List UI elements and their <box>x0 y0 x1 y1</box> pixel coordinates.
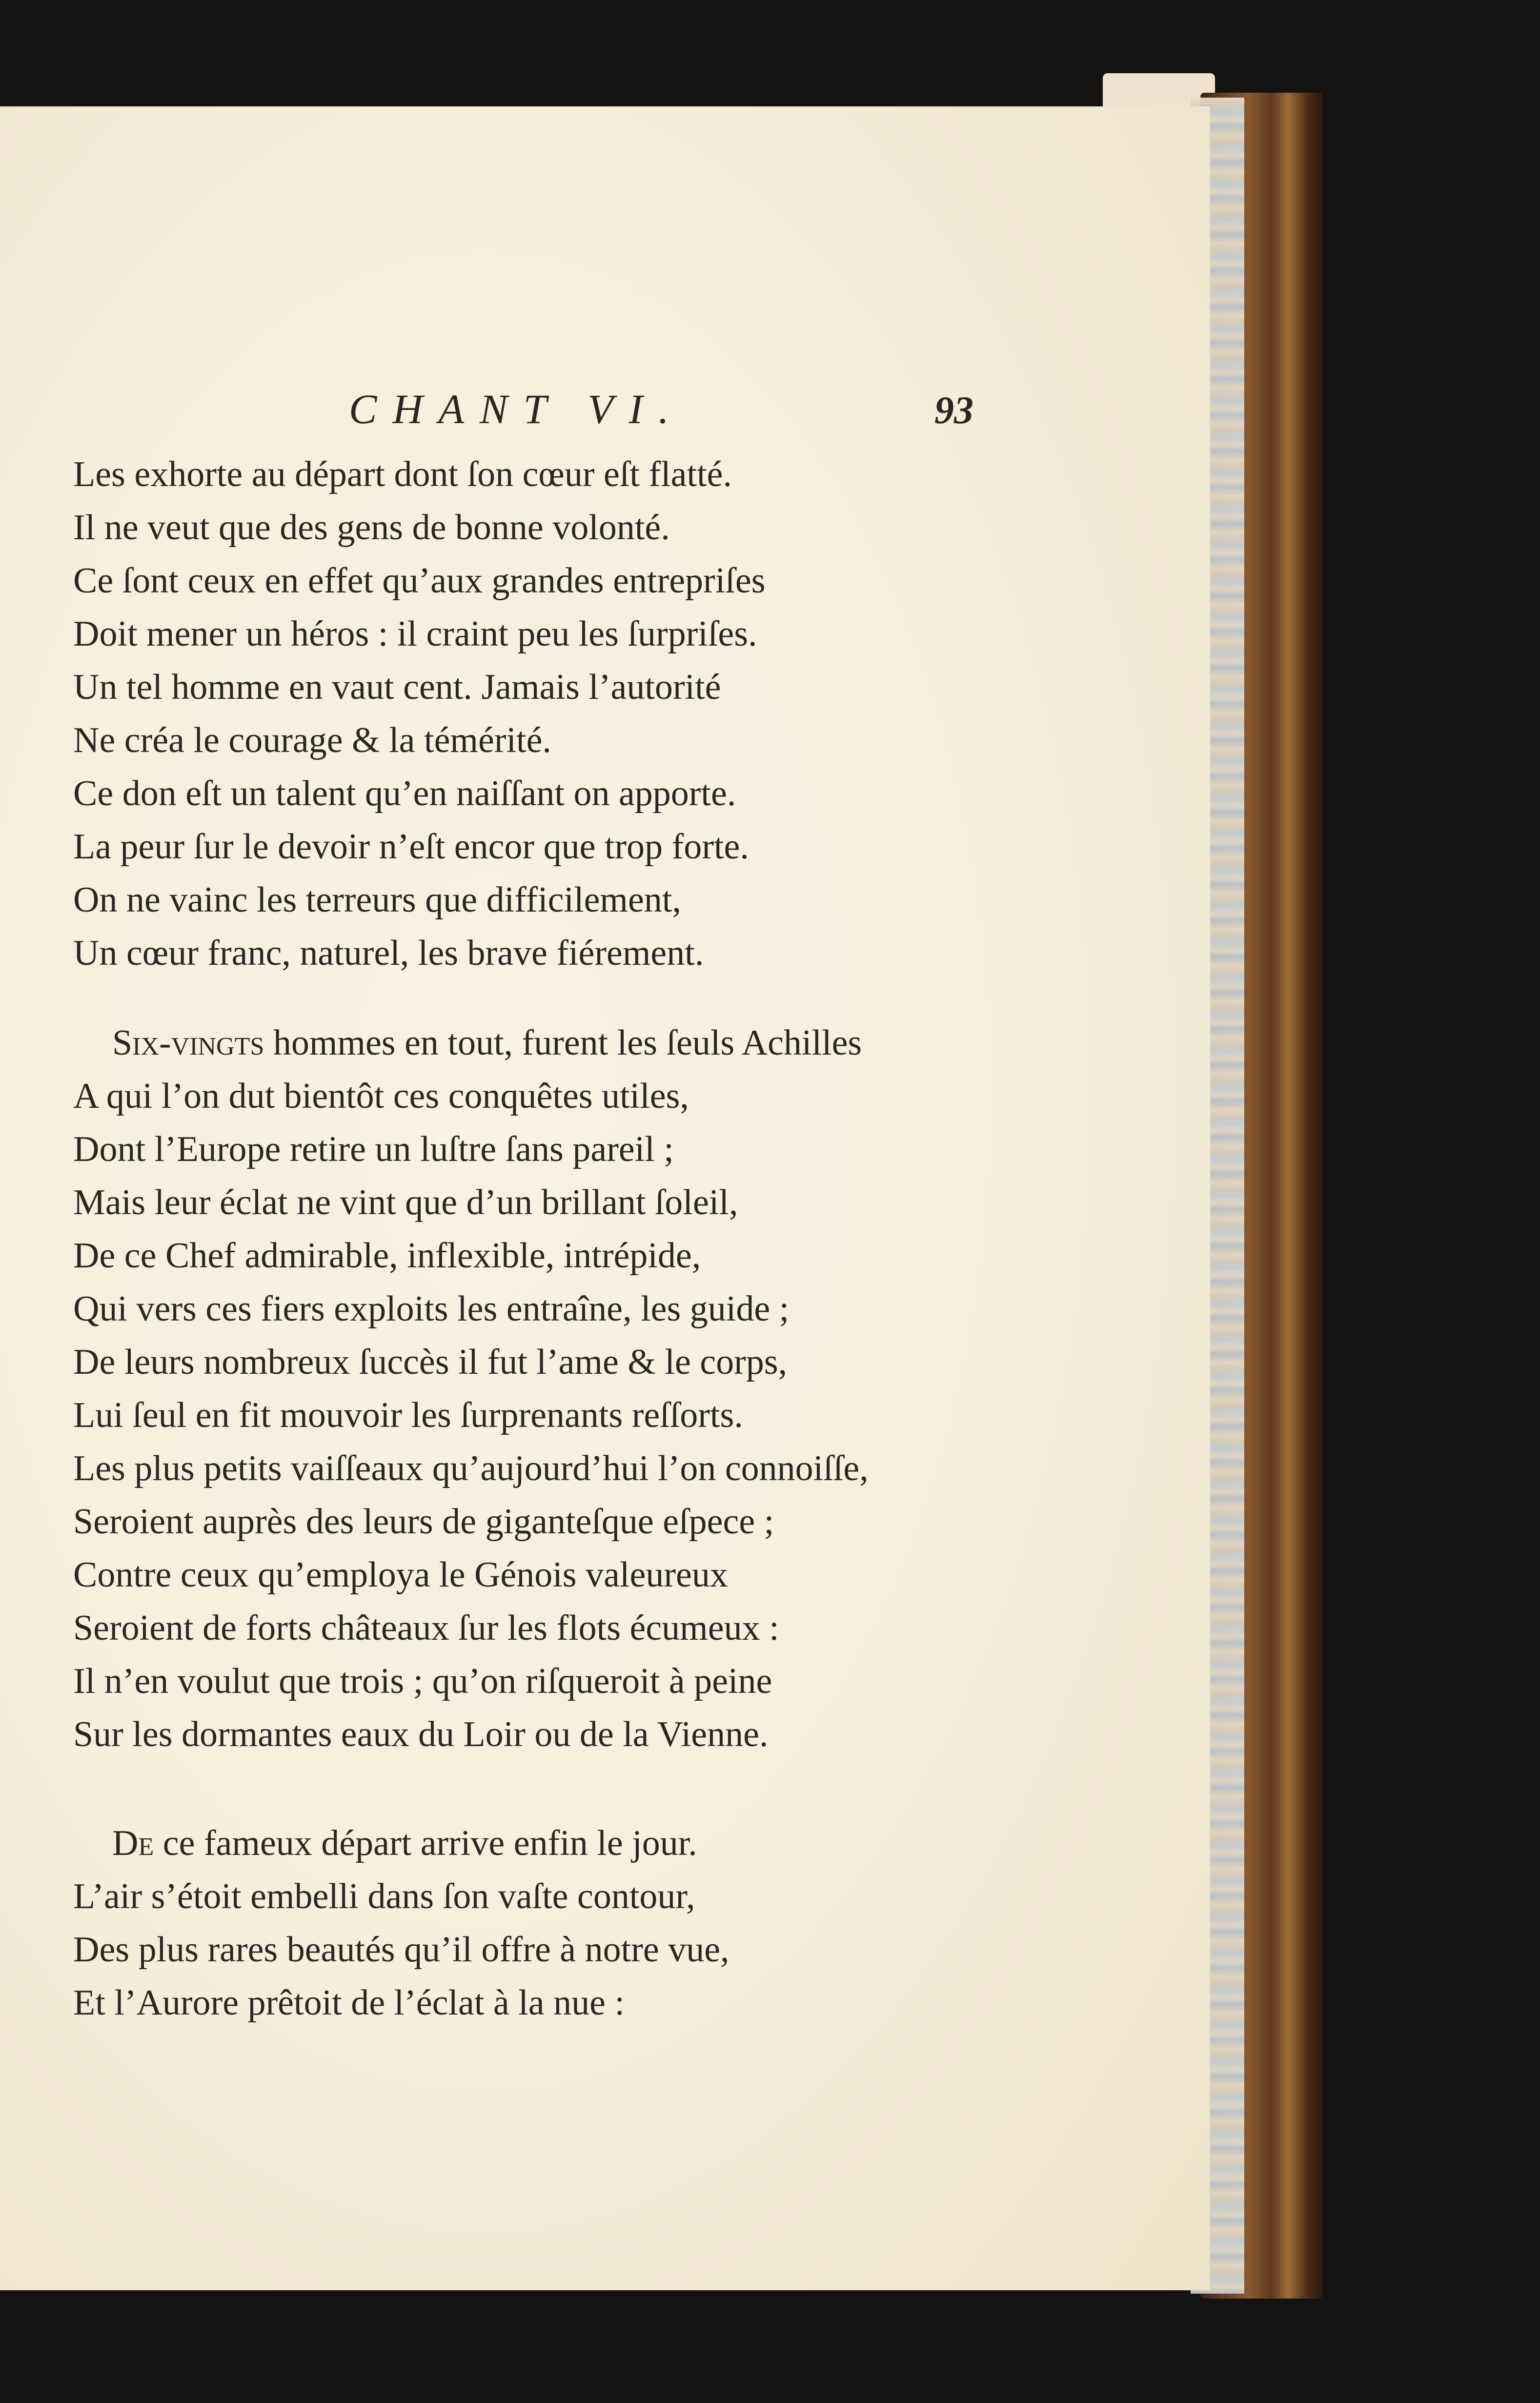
chapter-title: CHANT VI. <box>349 386 685 432</box>
opening-small-caps: Six-vingts <box>112 1023 264 1063</box>
verse-line: Seroient auprès des leurs de giganteſque eſpece ; <box>73 1502 774 1542</box>
stanza-3 <box>73 1817 1000 2030</box>
opening-line-rest: hommes en tout, furent les ſeuls Achilles <box>264 1023 862 1063</box>
verse-line: Ce don eſt un talent qu’en naiſſant on apporte. <box>73 774 736 814</box>
verse-line: Ne créa le courage & la témérité. <box>73 720 551 760</box>
verse-line: De leurs nombreux ſuccès il fut l’ame & le corps, <box>73 1342 788 1382</box>
verse-line: A qui l’on dut bientôt ces conquêtes utiles, <box>73 1076 689 1116</box>
verse-line: L’air s’étoit embelli dans ſon vaſte contour, <box>73 1876 695 1916</box>
verse-line: Sur les dormantes eaux du Loir ou de la Vienne. <box>73 1714 769 1754</box>
verse-line: Des plus rares beautés qu’il offre à notre vue, <box>73 1930 729 1970</box>
verse-line: Il n’en voulut que trois ; qu’on riſqueroit à peine <box>73 1661 772 1701</box>
verse-line: Un cœur franc, naturel, les brave fiérement. <box>73 933 704 973</box>
verse-line: La peur ſur le devoir n’eſt encor que trop forte. <box>73 827 749 867</box>
verse-line: Ce ſont ceux en effet qu’aux grandes entrepriſes <box>73 561 766 601</box>
verse-line: Doit mener un héros : il craint peu les ſurpriſes. <box>73 614 757 654</box>
verse-line: On ne vainc les terreurs que difficilement, <box>73 880 681 920</box>
verse-line: Un tel homme en vaut cent. Jamais l’autorité <box>73 667 721 707</box>
verse-line: Seroient de forts châteaux ſur les flots écumeux : <box>73 1608 779 1648</box>
opening-line-rest: ce fameux départ arrive enfin le jour. <box>154 1823 697 1863</box>
verse-line: Les exhorte au départ dont ſon cœur eſt flatté. <box>73 454 732 494</box>
page-number: 93 <box>934 389 973 432</box>
verse-line-opening <box>73 1017 1000 1070</box>
verse-line: Contre ceux qu’employa le Génois valeureux <box>73 1555 728 1595</box>
verse-line: Qui vers ces fiers exploits les entraîne, les guide ; <box>73 1289 790 1329</box>
running-head <box>73 380 1000 453</box>
stanza-1 <box>73 448 1000 980</box>
verse-line: Mais leur éclat ne vint que d’un brillant ſoleil, <box>73 1182 738 1222</box>
verse-line-opening <box>73 1817 1000 1870</box>
verse-line: Et l’Aurore prêtoit de l’éclat à la nue : <box>73 1983 625 2023</box>
book-page <box>0 106 1210 2290</box>
verse-line: De ce Chef admirable, inflexible, intrépide, <box>73 1236 701 1276</box>
stanza-2 <box>73 1017 1000 1761</box>
opening-small-caps: De <box>112 1823 154 1863</box>
verse-line: Dont l’Europe retire un luſtre ſans pareil ; <box>73 1129 674 1169</box>
verse-line: Lui ſeul en fit mouvoir les ſurprenants reſſorts. <box>73 1395 743 1435</box>
verse-line: Il ne veut que des gens de bonne volonté. <box>73 508 670 548</box>
verse-line: Les plus petits vaiſſeaux qu’aujourd’hui l’on connoiſſe, <box>73 1448 869 1488</box>
